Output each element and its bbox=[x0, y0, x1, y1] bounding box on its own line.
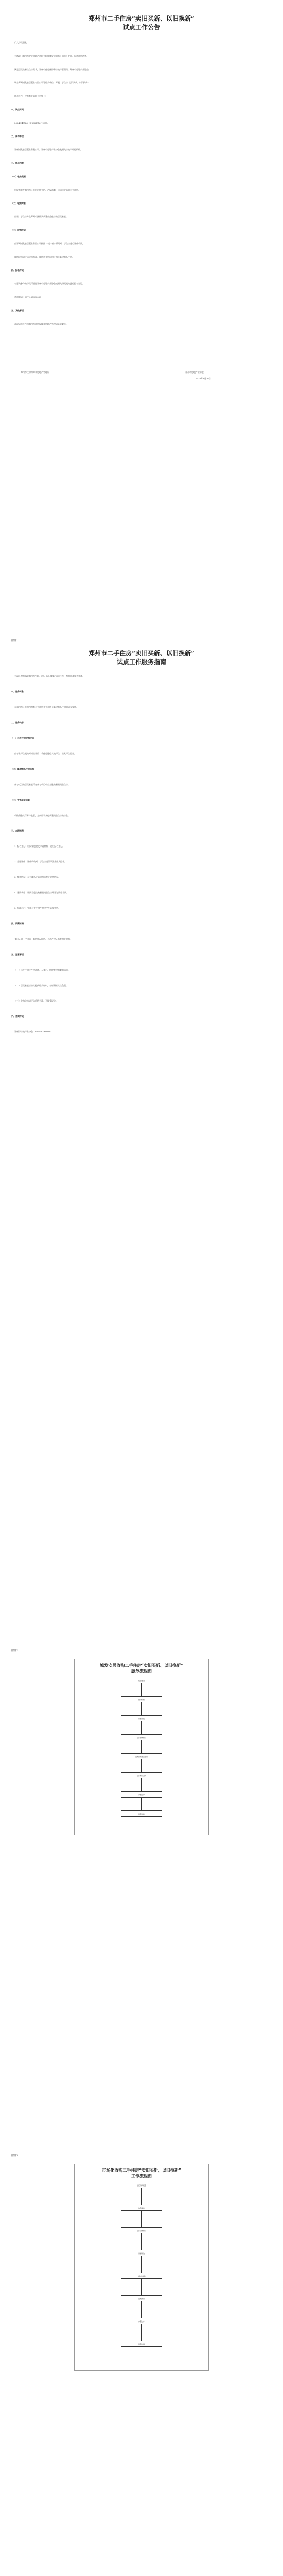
notice-date: 2024年4月26日 bbox=[196, 377, 211, 380]
body-line: 试点工作，现将有关事项公告如下： bbox=[14, 95, 47, 97]
body-line: 郑州城发安居置业有限公司、郑州市房地产业协会及相关房地产经纪机构。 bbox=[14, 148, 82, 151]
body-line: 本次试点工作由郑州市住房保障和房地产管理局负责解释。 bbox=[14, 323, 68, 325]
appendix2-label: 附件2 bbox=[11, 1649, 19, 1652]
flow-node: 提交材料 bbox=[121, 1696, 162, 1702]
body-line: 满足居民改善性住房需求，郑州市住房保障和房地产管理局、郑州市房地产业协会 bbox=[14, 68, 89, 71]
appendix3-chart-title-line1: 市场化收购二手住房“卖旧买新、以旧换新” bbox=[102, 2167, 181, 2173]
appendix1-title-line2: 试点工作服务指南 bbox=[116, 658, 166, 666]
flow-node: 办理过户 bbox=[121, 1791, 162, 1798]
appendix3-label: 附件3 bbox=[11, 2154, 19, 2157]
section-heading: 二、参与单位 bbox=[11, 135, 24, 138]
body-line: 有意向参与的市民可通过郑州市房地产业协会或相关经纪机构进行报名登记。 bbox=[14, 282, 84, 285]
body-line: 收购价格以评估价格为准，收购资金定向用于购买新建商品住房。 bbox=[14, 256, 74, 258]
appendix2-chart-title-line2: 服务流程图 bbox=[131, 1668, 152, 1673]
appendix1-title-line1: 郑州市二手住房“卖旧买新、以旧换新” bbox=[89, 650, 194, 657]
section-heading: （一）收购范围 bbox=[11, 175, 26, 178]
section-heading: 三、办理流程 bbox=[11, 829, 24, 832]
appendix2-chart-title-line1: 城发安居收购二手住房“卖旧买新、以旧换新” bbox=[100, 1663, 183, 1668]
body-line: 联合郑州城发安居置业有限公司等相关单位，开展二手住房“卖旧买新、以旧换新” bbox=[14, 81, 89, 84]
flow-node: 资金划转 bbox=[121, 1810, 162, 1817]
appendix3-flowchart bbox=[74, 2164, 209, 2371]
section-heading: 二、服务内容 bbox=[11, 721, 24, 724]
body-line: 广大市民朋友： bbox=[14, 41, 29, 44]
appendix1-page bbox=[0, 639, 283, 1494]
flow-node: 经纪机构报名 bbox=[121, 2182, 162, 2188]
body-line: 由郑州城发安居置业有限公司按照“一房一价”原则对二手住房进行评估收购， bbox=[14, 242, 85, 245]
body-line: 郑州市房地产业协会：0371-67980000 bbox=[14, 1030, 51, 1033]
flow-node: 签订合作协议 bbox=[121, 2227, 162, 2233]
body-line: 参与试点的居民家庭可在参与项目中自主选购新建商品住房。 bbox=[14, 783, 70, 786]
body-line: 出售二手住房并在郑州市区购买新建商品住房的居民家庭。 bbox=[14, 215, 68, 218]
section-heading: （三）收购方式 bbox=[11, 229, 26, 231]
appendix3-chart-title-line2: 工作流程图 bbox=[131, 2173, 152, 2178]
appendix1-label: 附件1 bbox=[11, 639, 19, 642]
body-line: 为落实《郑州市促进房地产市场平稳健康发展的若干措施》要求，促进住房消费， bbox=[14, 55, 89, 57]
section-heading: 一、试点时间 bbox=[11, 108, 24, 111]
body-line: 2024年4月26日至2024年6月26日。 bbox=[14, 122, 49, 124]
section-heading: 一、服务对象 bbox=[11, 690, 24, 693]
section-heading: （一）二手住房收购评估 bbox=[11, 737, 34, 739]
body-line: （三）收购价格以评估价格为准，不接受议价。 bbox=[14, 999, 58, 1002]
body-line: 身份证明、户口簿、婚姻状况证明、不动产权证书等相关材料。 bbox=[14, 938, 72, 940]
body-line: 由专业评估机构对拟出售的二手住房进行实地评估，出具评估报告。 bbox=[14, 752, 76, 755]
section-heading: （二）收购对象 bbox=[11, 202, 26, 205]
body-line: 2. 房屋评估：评估机构对二手住房进行评估并出具报告。 bbox=[14, 860, 67, 863]
notice-page bbox=[0, 0, 283, 422]
section-heading: 五、其他事项 bbox=[11, 309, 24, 312]
notice-signature-left: 郑州市住房保障和房地产管理局 bbox=[21, 371, 49, 374]
body-line: 1. 报名登记：居民家庭提交申请材料，进行报名登记。 bbox=[14, 845, 65, 848]
body-line: （二）居民家庭应如实提供相关材料，对材料真实性负责。 bbox=[14, 984, 68, 987]
flow-node: 选购新房 bbox=[121, 2295, 162, 2301]
body-line: 咨询电话：0371-67980000 bbox=[14, 296, 41, 298]
appendix2-chart-title bbox=[75, 1663, 208, 1674]
section-heading: （二）新建商品住房选购 bbox=[11, 768, 34, 770]
flow-node: 市场化收购 bbox=[121, 2273, 162, 2279]
flow-node: 选购新建商品住房 bbox=[121, 1753, 162, 1759]
notice-title bbox=[0, 14, 283, 32]
section-heading: 三、试点内容 bbox=[11, 162, 24, 164]
appendix1-title bbox=[0, 649, 283, 667]
flow-node: 房屋评估 bbox=[121, 2250, 162, 2256]
notice-signature-right: 郑州市房地产业协会 bbox=[185, 371, 204, 374]
notice-title-line2: 试点工作公告 bbox=[122, 24, 160, 31]
flow-node: 报名登记 bbox=[121, 1677, 162, 1683]
flow-node: 办理过户 bbox=[121, 2318, 162, 2324]
body-line: （一）二手住房应产权清晰，无查封、抵押等权利限制情形。 bbox=[14, 969, 70, 971]
appendix2-flowchart bbox=[74, 1659, 209, 1835]
appendix3-page bbox=[0, 2154, 283, 2566]
notice-title-line1: 郑州市二手住房“卖旧买新、以旧换新” bbox=[89, 15, 194, 22]
body-line: 5. 办理过户：完成二手住房产权过户及资金划转。 bbox=[14, 907, 61, 909]
section-heading: 四、报名方式 bbox=[11, 269, 24, 272]
section-heading: 五、注意事项 bbox=[11, 953, 24, 956]
flow-node: 房屋评估 bbox=[121, 1715, 162, 1721]
flow-node: 签订收购协议 bbox=[121, 1734, 162, 1740]
flow-node: 签订购房合同 bbox=[121, 1772, 162, 1778]
body-line: 4. 选购新房：居民家庭选购新建商品住房并签订购房合同。 bbox=[14, 891, 69, 894]
body-line: 收购资金实行专户监管，定向用于支付新建商品住房购房款。 bbox=[14, 814, 70, 817]
body-line: 居民家庭在郑州市区范围内拥有的、产权清晰、可依法交易的二手住房。 bbox=[14, 189, 80, 191]
flow-node: 协会审核 bbox=[121, 2205, 162, 2211]
flow-node: 资金结算 bbox=[121, 2341, 162, 2347]
body-line: 为深入贯彻落实郑州市“卖旧买新、以旧换新”试点工作，特制定本服务指南。 bbox=[14, 675, 85, 677]
body-line: 3. 签订协议：双方确认评估价格后签订收购协议。 bbox=[14, 876, 61, 878]
appendix3-chart-title bbox=[75, 2167, 208, 2179]
section-heading: 四、所需材料 bbox=[11, 922, 24, 925]
section-heading: （三）交易资金监管 bbox=[11, 799, 30, 801]
appendix2-page bbox=[0, 1649, 283, 2061]
body-line: 在郑州市区范围内拥有二手住房并有意购买新建商品住房的居民家庭。 bbox=[14, 706, 78, 708]
section-heading: 六、咨询方式 bbox=[11, 1015, 24, 1018]
